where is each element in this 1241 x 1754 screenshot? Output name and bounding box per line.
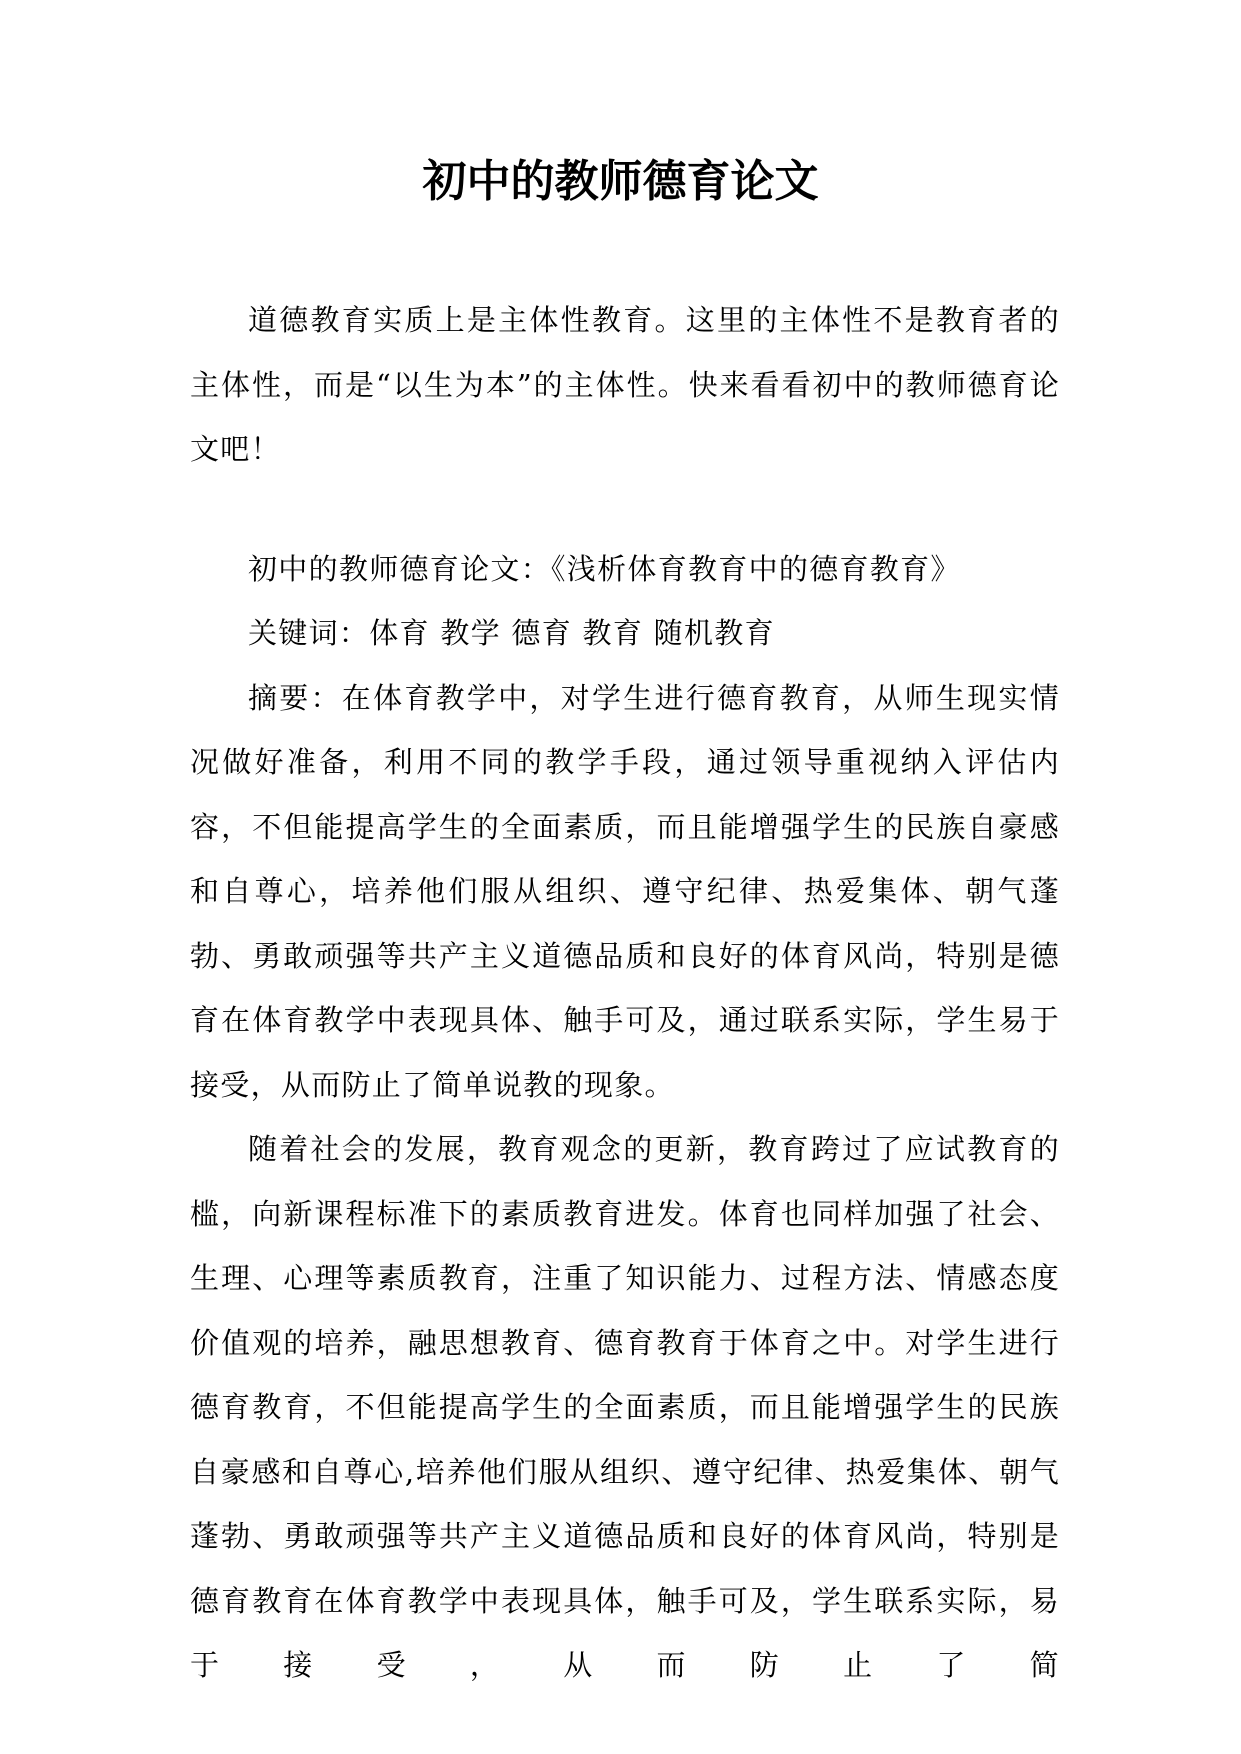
paragraph-spacer	[190, 482, 1060, 537]
keywords-line: 关键词：体育 教学 德育 教育 随机教育	[248, 616, 775, 650]
intro-paragraph: 道德教育实质上是主体性教育。这里的主体性不是教育者的主体性，而是“以生为本”的主体性。快来看看初中的教师德育论文吧！	[190, 303, 1060, 466]
abstract-paragraph: 摘要：在体育教学中，对学生进行德育教育，从师生现实情况做好准备，利用不同的教学手段，通过领导重视纳入评估内容，不但能提高学生的全面素质，而且能增强学生的民族自豪感和自尊心，培养他们服从组织、遵守纪律、热爱集体、朝气蓬勃、勇敢顽强等共产主义道德品质和良好的体育风尚，特别是德育在体育教学中表现具体、触手可及，通过联系实际，学生易于接受，从而防止了简单说教的现象。	[190, 680, 1060, 1102]
document-body	[190, 288, 1060, 1698]
document-title: 初中的教师德育论文	[422, 156, 819, 207]
body-paragraph: 随着社会的发展，教育观念的更新，教育跨过了应试教育的槛，向新课程标准下的素质教育进发。体育也同样加强了社会、生理、心理等素质教育，注重了知识能力、过程方法、情感态度价值观的培养，融思想教育、德育教育于体育之中。对学生进行德育教育，不但能提高学生的全面素质，而且能增强学生的民族自豪感和自尊心,培养他们服从组织、遵守纪律、热爱集体、朝气蓬勃、勇敢顽强等共产主义道德品质和良好的体育风尚，特别是德育教育在体育教学中表现具体，触手可及，学生联系实际，易于接受，从而防止了简	[190, 1132, 1060, 1682]
article-title-line: 初中的教师德育论文：《浅析体育教育中的德育教育》	[248, 551, 961, 586]
